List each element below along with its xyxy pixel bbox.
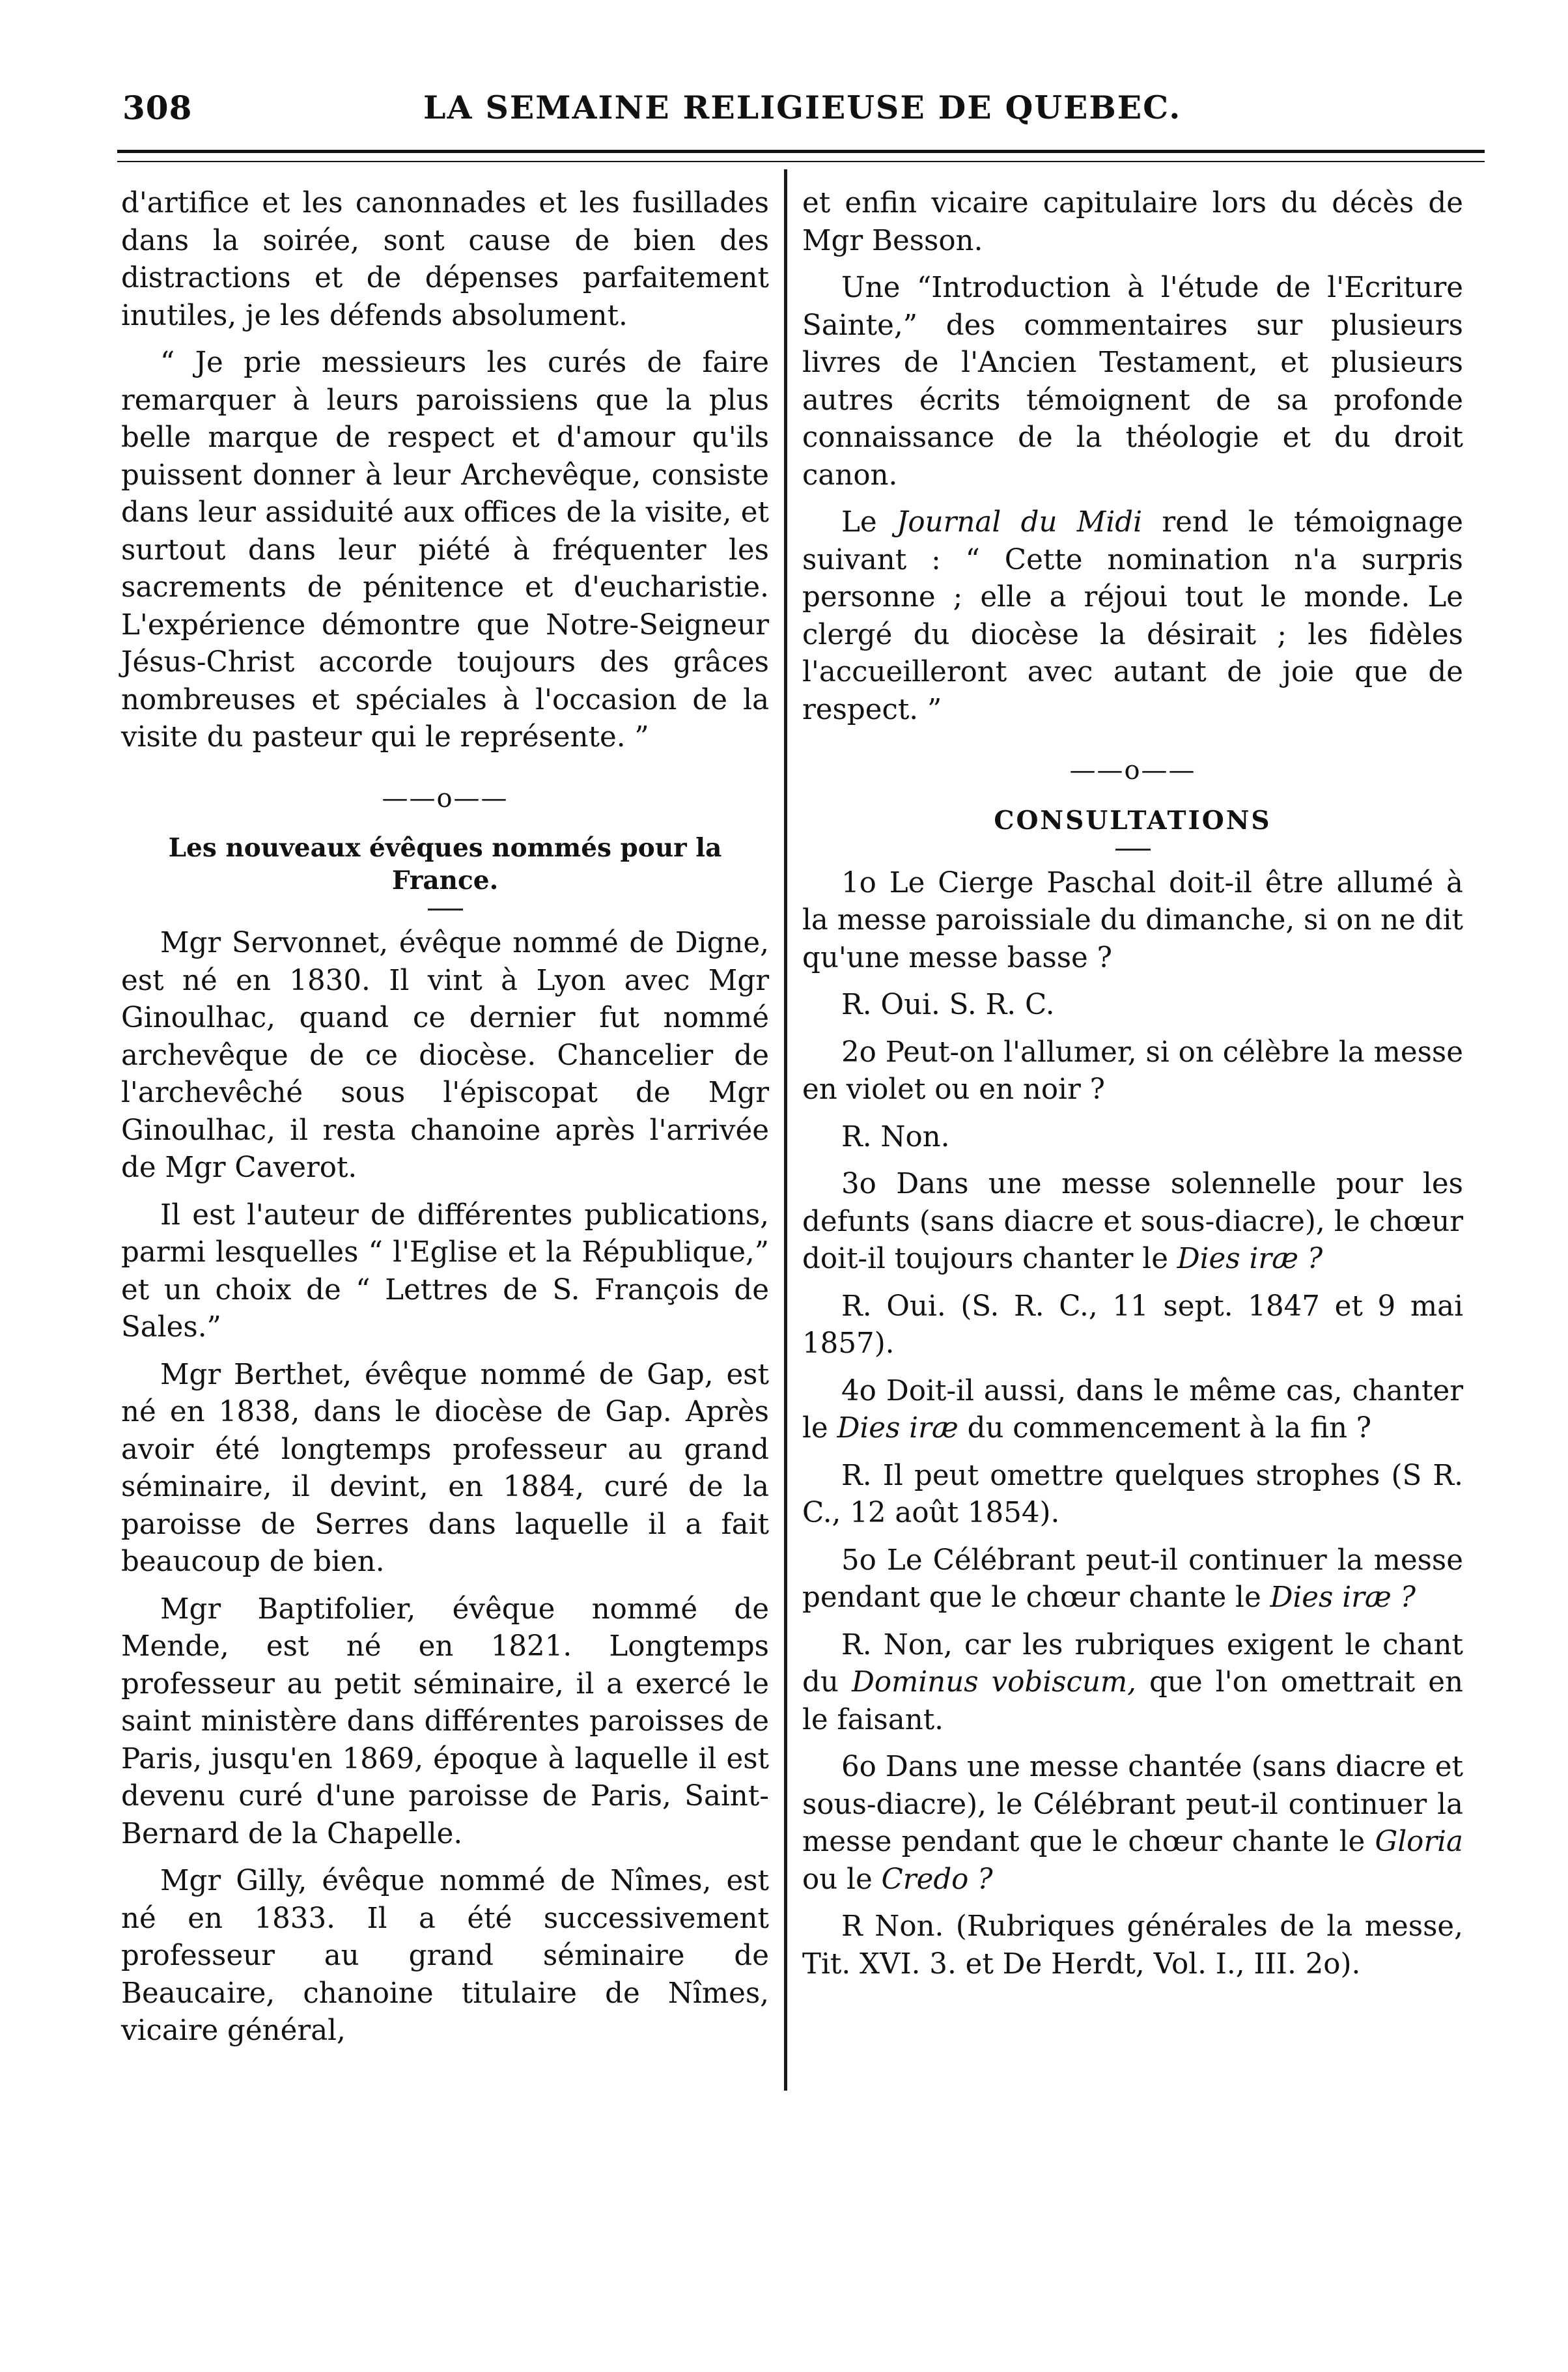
paragraph: d'artifice et les canonnades et les fusillades dans la soirée, sont cause de bien des distractions et de dépenses parfaitement inutiles, je les défends absolument. xyxy=(121,187,769,332)
paragraph: et enfin vicaire capitulaire lors du décès de Mgr Besson. xyxy=(802,187,1463,257)
latin-term: Credo ? xyxy=(881,1863,993,1896)
text-run: R. Non, car les rubriques exigent le chant du xyxy=(802,1628,1463,1699)
question xyxy=(802,1749,1463,1899)
paragraph: “ Je prie messieurs les curés de faire remarquer à leurs paroissiens que la plus belle marque de respect et d'amour qu'ils puissent donner à leur Archevêque, consiste dans leur assiduité aux offices de la visite, et surtout dans leur piété à fréquenter les sacrements de pénitence et d'eucharistie. L'expérience démontre que Notre-Seigneur Jésus-Christ accorde toujours des grâces nombreuses et spéciales à l'occasion de la visite du pasteur qui le représente. ” xyxy=(121,346,769,754)
latin-term: Dies iræ ? xyxy=(1270,1581,1416,1614)
ornament-divider: ——o—— xyxy=(1069,755,1196,785)
short-rule xyxy=(1115,849,1151,851)
section-title: Les nouveaux évêques nommés pour la France. xyxy=(168,833,722,896)
short-rule xyxy=(428,909,463,911)
answer: R. Non. xyxy=(841,1120,950,1153)
paragraph: Mgr Servonnet, évêque nommé de Digne, est né en 1830. Il vint à Lyon avec Mgr Ginoulhac, quand ce dernier fut nommé archevêque de ce diocèse. Chancelier de l'archevêché sous l'épiscopat de Mgr Ginoulhac, il resta chanoine après l'arrivée de Mgr Caverot. xyxy=(121,927,769,1184)
text-run: Le xyxy=(841,506,897,539)
text-run: 6o Dans une messe chantée (sans diacre et sous-diacre), le Célébrant peut-il continuer la messe pendant que le chœur chante le xyxy=(802,1751,1463,1858)
question: 2o Peut-on l'allumer, si on célèbre la messe en violet ou en noir ? xyxy=(802,1036,1463,1106)
paragraph xyxy=(802,504,1463,729)
latin-term: Dies iræ xyxy=(837,1412,959,1445)
text-run: 3o Dans une messe solennelle pour les defunts (sans diacre et sous-diacre), le chœur doit-il toujours chanter le xyxy=(802,1168,1463,1275)
answer: R Non. (Rubriques générales de la messe, Tit. XVI. 3. et De Herdt, Vol. I., III. 2o). xyxy=(802,1910,1463,1981)
ornament-divider: ——o—— xyxy=(382,783,509,813)
answer xyxy=(802,1627,1463,1740)
text-run: ou le xyxy=(802,1863,882,1896)
question xyxy=(802,1542,1463,1617)
text-run: 5o Le Célébrant peut-il continuer la messe pendant que le chœur chante le xyxy=(802,1544,1463,1614)
latin-term: Gloria xyxy=(1375,1826,1463,1858)
journal-title: Journal du Midi xyxy=(896,506,1142,539)
column-divider xyxy=(784,169,787,2091)
question: 1o Le Cierge Paschal doit-il être allumé à la messe paroissiale du dimanche, si on ne dit qu'une messe basse ? xyxy=(802,866,1463,974)
paragraph: Il est l'auteur de différentes publications, parmi lesquelles “ l'Eglise et la République,” et un choix de “ Lettres de S. François de Sales.” xyxy=(121,1198,769,1344)
text-run: du commencement à la fin ? xyxy=(958,1412,1372,1445)
running-title: LA SEMAINE RELIGIEUSE DE QUEBEC. xyxy=(423,89,1182,126)
question xyxy=(802,1166,1463,1278)
text-run: que l'on omettrait en le faisant. xyxy=(802,1666,1463,1736)
paragraph: Mgr Berthet, évêque nommé de Gap, est né en 1838, dans le diocèse de Gap. Après avoir été longtemps professeur au grand séminaire, il devint, en 1884, curé de la paroisse de Serres dans laquelle il a fait beaucoup de bien. xyxy=(121,1358,769,1578)
page-number: 308 xyxy=(122,89,193,127)
answer: R. Oui. S. R. C. xyxy=(841,989,1055,1021)
paragraph: Mgr Baptifolier, évêque nommé de Mende, est né en 1821. Longtemps professeur au petit séminaire, il a exercé le saint ministère dans différentes paroisses de Paris, jusqu'en 1869, époque à laquelle il est devenu curé d'une paroisse de Paris, Saint-Bernard de la Chapelle. xyxy=(121,1592,769,1850)
paragraph: Mgr Gilly, évêque nommé de Nîmes, est né en 1833. Il a été successivement professeur au grand séminaire de Beaucaire, chanoine titulaire de Nîmes, vicaire général, xyxy=(121,1865,769,2047)
answer: R. Il peut omettre quelques strophes (S R. C., 12 août 1854). xyxy=(802,1459,1463,1529)
page-header xyxy=(111,89,1485,141)
latin-term: Dies iræ ? xyxy=(1177,1243,1323,1275)
left-column xyxy=(121,185,769,2060)
question xyxy=(802,1373,1463,1448)
answer: R. Oui. (S. R. C., 11 sept. 1847 et 9 mai 1857). xyxy=(802,1290,1463,1360)
header-rule xyxy=(117,150,1485,162)
paragraph: Une “Introduction à l'étude de l'Ecriture Sainte,” des commentaires sur plusieurs livres de l'Ancien Testament, et plusieurs autres écrits témoignent de sa profonde connaissance de la théologie et du droit canon. xyxy=(802,272,1463,492)
text-run: 4o Doit-il aussi, dans le même cas, chanter le xyxy=(802,1374,1463,1445)
text-run: rend le témoignage suivant : “ Cette nomination n'a surpris personne ; elle a réjoui tout le monde. Le clergé du diocèse la désirait ; les fidèles l'accueilleront avec autant de joie que de respect. ” xyxy=(802,506,1463,726)
section-title: CONSULTATIONS xyxy=(994,805,1272,836)
latin-term: Dominus vobiscum, xyxy=(851,1666,1136,1699)
right-column xyxy=(802,185,1463,1993)
